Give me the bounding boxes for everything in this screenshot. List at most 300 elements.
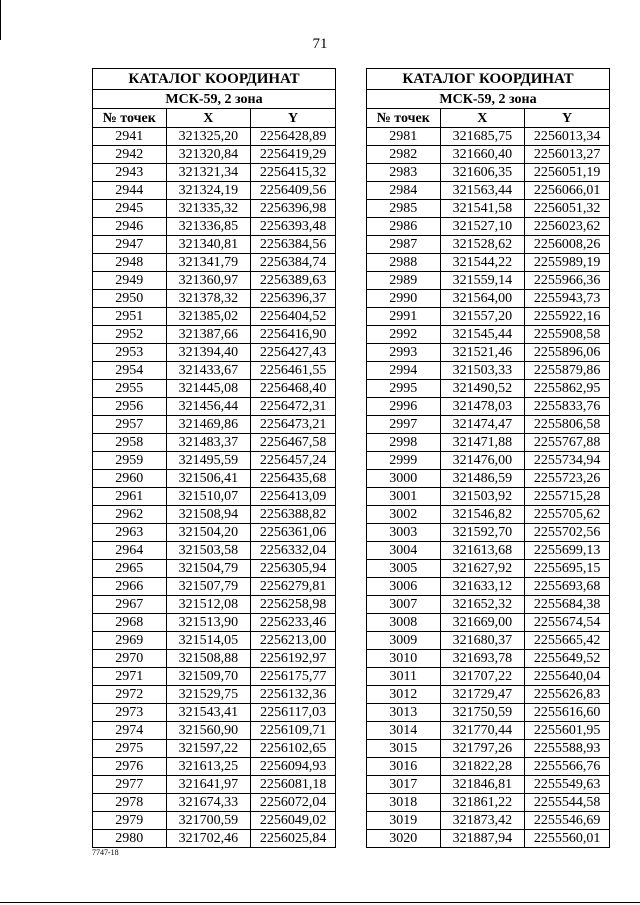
y-coordinate-cell: 2256388,82 xyxy=(251,506,336,524)
x-coordinate-cell: 321674,33 xyxy=(166,794,251,812)
table-row xyxy=(367,812,610,830)
point-number-cell: 2971 xyxy=(93,668,167,686)
table-row xyxy=(93,686,336,704)
y-coordinate-cell: 2256072,04 xyxy=(251,794,336,812)
table-row xyxy=(367,470,610,488)
y-coordinate-cell: 2255546,69 xyxy=(525,812,610,830)
y-coordinate-cell: 2255966,36 xyxy=(525,272,610,290)
x-coordinate-cell: 321822,28 xyxy=(440,758,525,776)
x-coordinate-cell: 321527,10 xyxy=(440,218,525,236)
y-coordinate-cell: 2256416,90 xyxy=(251,326,336,344)
y-coordinate-cell: 2255665,42 xyxy=(525,632,610,650)
point-number-cell: 3005 xyxy=(367,560,441,578)
y-coordinate-cell: 2255806,58 xyxy=(525,416,610,434)
x-coordinate-cell: 321509,70 xyxy=(166,668,251,686)
y-coordinate-cell: 2255695,15 xyxy=(525,560,610,578)
point-number-cell: 3014 xyxy=(367,722,441,740)
table-row xyxy=(93,290,336,308)
y-coordinate-cell: 2255943,73 xyxy=(525,290,610,308)
table-row xyxy=(367,362,610,380)
y-coordinate-cell: 2256132,36 xyxy=(251,686,336,704)
table-row xyxy=(367,704,610,722)
y-coordinate-cell: 2255896,06 xyxy=(525,344,610,362)
x-coordinate-cell: 321324,19 xyxy=(166,182,251,200)
point-number-cell: 3017 xyxy=(367,776,441,794)
y-coordinate-cell: 2255693,68 xyxy=(525,578,610,596)
point-number-cell: 2945 xyxy=(93,200,167,218)
y-coordinate-cell: 2256233,46 xyxy=(251,614,336,632)
point-number-cell: 2991 xyxy=(367,308,441,326)
x-coordinate-cell: 321394,40 xyxy=(166,344,251,362)
x-coordinate-cell: 321563,44 xyxy=(440,182,525,200)
x-coordinate-cell: 321592,70 xyxy=(440,524,525,542)
x-coordinate-cell: 321478,03 xyxy=(440,398,525,416)
y-coordinate-cell: 2256428,89 xyxy=(251,128,336,146)
point-number-cell: 2997 xyxy=(367,416,441,434)
y-coordinate-cell: 2256025,84 xyxy=(251,830,336,848)
table-row xyxy=(367,560,610,578)
table-row xyxy=(93,740,336,758)
x-coordinate-cell: 321456,44 xyxy=(166,398,251,416)
y-coordinate-cell: 2256396,37 xyxy=(251,290,336,308)
table-row xyxy=(367,146,610,164)
table-row xyxy=(93,830,336,848)
point-number-cell: 2986 xyxy=(367,218,441,236)
point-number-cell: 2944 xyxy=(93,182,167,200)
table-row xyxy=(367,596,610,614)
x-coordinate-cell: 321360,97 xyxy=(166,272,251,290)
y-coordinate-cell: 2255616,60 xyxy=(525,704,610,722)
y-coordinate-cell: 2256384,74 xyxy=(251,254,336,272)
point-number-cell: 2951 xyxy=(93,308,167,326)
y-coordinate-cell: 2256461,55 xyxy=(251,362,336,380)
x-coordinate-cell: 321504,20 xyxy=(166,524,251,542)
table-row xyxy=(93,578,336,596)
table-row xyxy=(93,272,336,290)
x-coordinate-cell: 321797,26 xyxy=(440,740,525,758)
table-row xyxy=(93,632,336,650)
point-number-cell: 2990 xyxy=(367,290,441,308)
point-number-cell: 2968 xyxy=(93,614,167,632)
point-number-cell: 3011 xyxy=(367,668,441,686)
table-row xyxy=(93,560,336,578)
x-coordinate-cell: 321474,47 xyxy=(440,416,525,434)
y-coordinate-cell: 2255549,63 xyxy=(525,776,610,794)
table-row xyxy=(93,146,336,164)
point-number-cell: 3010 xyxy=(367,650,441,668)
point-number-cell: 2957 xyxy=(93,416,167,434)
y-coordinate-cell: 2256396,98 xyxy=(251,200,336,218)
table-row xyxy=(93,398,336,416)
column-header-x: X xyxy=(440,109,525,128)
y-coordinate-cell: 2256051,19 xyxy=(525,164,610,182)
y-coordinate-cell: 2255601,95 xyxy=(525,722,610,740)
y-coordinate-cell: 2256468,40 xyxy=(251,380,336,398)
y-coordinate-cell: 2255879,86 xyxy=(525,362,610,380)
table-row xyxy=(93,380,336,398)
catalog-zone: МСК-59, 2 зона xyxy=(93,90,336,109)
point-number-cell: 3020 xyxy=(367,830,441,848)
table-row xyxy=(93,182,336,200)
point-number-cell: 2954 xyxy=(93,362,167,380)
x-coordinate-cell: 321503,92 xyxy=(440,488,525,506)
table-row xyxy=(367,614,610,632)
x-coordinate-cell: 321490,52 xyxy=(440,380,525,398)
y-coordinate-cell: 2255699,13 xyxy=(525,542,610,560)
table-row xyxy=(93,452,336,470)
table-row xyxy=(93,470,336,488)
table-row xyxy=(367,758,610,776)
point-number-cell: 3013 xyxy=(367,704,441,722)
table-row xyxy=(367,308,610,326)
x-coordinate-cell: 321652,32 xyxy=(440,596,525,614)
x-coordinate-cell: 321559,14 xyxy=(440,272,525,290)
x-coordinate-cell: 321846,81 xyxy=(440,776,525,794)
x-coordinate-cell: 321750,59 xyxy=(440,704,525,722)
y-coordinate-cell: 2256419,29 xyxy=(251,146,336,164)
y-coordinate-cell: 2256109,71 xyxy=(251,722,336,740)
point-number-cell: 3016 xyxy=(367,758,441,776)
point-number-cell: 2994 xyxy=(367,362,441,380)
table-row xyxy=(93,506,336,524)
y-coordinate-cell: 2256457,24 xyxy=(251,452,336,470)
y-coordinate-cell: 2255833,76 xyxy=(525,398,610,416)
x-coordinate-cell: 321387,66 xyxy=(166,326,251,344)
point-number-cell: 2995 xyxy=(367,380,441,398)
table-row xyxy=(367,218,610,236)
table-row xyxy=(367,542,610,560)
point-number-cell: 2958 xyxy=(93,434,167,452)
column-header-point-number: № точек xyxy=(367,109,441,128)
table-row xyxy=(367,200,610,218)
y-coordinate-cell: 2255684,38 xyxy=(525,596,610,614)
table-row xyxy=(367,182,610,200)
point-number-cell: 3001 xyxy=(367,488,441,506)
table-row xyxy=(93,326,336,344)
point-number-cell: 2961 xyxy=(93,488,167,506)
table-row xyxy=(367,254,610,272)
x-coordinate-cell: 321702,46 xyxy=(166,830,251,848)
table-row xyxy=(367,578,610,596)
table-row xyxy=(367,488,610,506)
x-coordinate-cell: 321510,07 xyxy=(166,488,251,506)
y-coordinate-cell: 2255715,28 xyxy=(525,488,610,506)
x-coordinate-cell: 321335,32 xyxy=(166,200,251,218)
table-row xyxy=(367,830,610,848)
table-row xyxy=(367,272,610,290)
column-header-y: Y xyxy=(525,109,610,128)
point-number-cell: 3003 xyxy=(367,524,441,542)
table-row xyxy=(367,452,610,470)
point-number-cell: 2942 xyxy=(93,146,167,164)
table-row xyxy=(93,416,336,434)
y-coordinate-cell: 2255989,19 xyxy=(525,254,610,272)
point-number-cell: 2967 xyxy=(93,596,167,614)
x-coordinate-cell: 321613,25 xyxy=(166,758,251,776)
x-coordinate-cell: 321320,84 xyxy=(166,146,251,164)
table-row xyxy=(367,776,610,794)
x-coordinate-cell: 321700,59 xyxy=(166,812,251,830)
y-coordinate-cell: 2256051,32 xyxy=(525,200,610,218)
point-number-cell: 2941 xyxy=(93,128,167,146)
page-number: 71 xyxy=(312,36,328,52)
x-coordinate-cell: 321341,79 xyxy=(166,254,251,272)
x-coordinate-cell: 321483,37 xyxy=(166,434,251,452)
x-coordinate-cell: 321469,86 xyxy=(166,416,251,434)
point-number-cell: 2998 xyxy=(367,434,441,452)
page-edge-mark xyxy=(0,0,1,40)
table-row xyxy=(93,434,336,452)
table-row xyxy=(367,668,610,686)
x-coordinate-cell: 321564,00 xyxy=(440,290,525,308)
point-number-cell: 2999 xyxy=(367,452,441,470)
y-coordinate-cell: 2256389,63 xyxy=(251,272,336,290)
point-number-cell: 2963 xyxy=(93,524,167,542)
table-row xyxy=(367,128,610,146)
y-coordinate-cell: 2256013,27 xyxy=(525,146,610,164)
table-row xyxy=(367,740,610,758)
catalog-title: КАТАЛОГ КООРДИНАТ xyxy=(93,69,336,90)
point-number-cell: 2972 xyxy=(93,686,167,704)
x-coordinate-cell: 321544,22 xyxy=(440,254,525,272)
y-coordinate-cell: 2256175,77 xyxy=(251,668,336,686)
table-row xyxy=(93,794,336,812)
point-number-cell: 2977 xyxy=(93,776,167,794)
y-coordinate-cell: 2256473,21 xyxy=(251,416,336,434)
x-coordinate-cell: 321340,81 xyxy=(166,236,251,254)
table-row xyxy=(93,254,336,272)
y-coordinate-cell: 2256049,02 xyxy=(251,812,336,830)
y-coordinate-cell: 2256384,56 xyxy=(251,236,336,254)
x-coordinate-cell: 321508,94 xyxy=(166,506,251,524)
point-number-cell: 2953 xyxy=(93,344,167,362)
table-row xyxy=(93,344,336,362)
column-header-x: X xyxy=(166,109,251,128)
column-header-point-number: № точек xyxy=(93,109,167,128)
point-number-cell: 2948 xyxy=(93,254,167,272)
y-coordinate-cell: 2256066,01 xyxy=(525,182,610,200)
point-number-cell: 2960 xyxy=(93,470,167,488)
point-number-cell: 2970 xyxy=(93,650,167,668)
point-number-cell: 3009 xyxy=(367,632,441,650)
x-coordinate-cell: 321476,00 xyxy=(440,452,525,470)
column-header-y: Y xyxy=(251,109,336,128)
y-coordinate-cell: 2255566,76 xyxy=(525,758,610,776)
point-number-cell: 2946 xyxy=(93,218,167,236)
point-number-cell: 2973 xyxy=(93,704,167,722)
y-coordinate-cell: 2255922,16 xyxy=(525,308,610,326)
point-number-cell: 2984 xyxy=(367,182,441,200)
table-row xyxy=(367,524,610,542)
point-number-cell: 2979 xyxy=(93,812,167,830)
table-row xyxy=(93,218,336,236)
point-number-cell: 2982 xyxy=(367,146,441,164)
table-row xyxy=(367,236,610,254)
x-coordinate-cell: 321385,02 xyxy=(166,308,251,326)
y-coordinate-cell: 2256427,43 xyxy=(251,344,336,362)
x-coordinate-cell: 321445,08 xyxy=(166,380,251,398)
point-number-cell: 2980 xyxy=(93,830,167,848)
x-coordinate-cell: 321508,88 xyxy=(166,650,251,668)
y-coordinate-cell: 2256393,48 xyxy=(251,218,336,236)
y-coordinate-cell: 2256332,04 xyxy=(251,542,336,560)
catalog-title: КАТАЛОГ КООРДИНАТ xyxy=(367,69,610,90)
x-coordinate-cell: 321495,59 xyxy=(166,452,251,470)
x-coordinate-cell: 321543,41 xyxy=(166,704,251,722)
table-row xyxy=(93,488,336,506)
point-number-cell: 3002 xyxy=(367,506,441,524)
x-coordinate-cell: 321707,22 xyxy=(440,668,525,686)
point-number-cell: 3004 xyxy=(367,542,441,560)
point-number-cell: 2985 xyxy=(367,200,441,218)
y-coordinate-cell: 2255702,56 xyxy=(525,524,610,542)
x-coordinate-cell: 321693,78 xyxy=(440,650,525,668)
x-coordinate-cell: 321521,46 xyxy=(440,344,525,362)
y-coordinate-cell: 2256361,06 xyxy=(251,524,336,542)
point-number-cell: 2969 xyxy=(93,632,167,650)
table-row xyxy=(367,794,610,812)
table-row xyxy=(367,164,610,182)
table-row xyxy=(93,236,336,254)
x-coordinate-cell: 321529,75 xyxy=(166,686,251,704)
point-number-cell: 2978 xyxy=(93,794,167,812)
x-coordinate-cell: 321729,47 xyxy=(440,686,525,704)
x-coordinate-cell: 321336,85 xyxy=(166,218,251,236)
x-coordinate-cell: 321471,88 xyxy=(440,434,525,452)
table-row xyxy=(367,434,610,452)
y-coordinate-cell: 2256023,62 xyxy=(525,218,610,236)
x-coordinate-cell: 321321,34 xyxy=(166,164,251,182)
point-number-cell: 2974 xyxy=(93,722,167,740)
y-coordinate-cell: 2255674,54 xyxy=(525,614,610,632)
point-number-cell: 2947 xyxy=(93,236,167,254)
table-row xyxy=(93,596,336,614)
y-coordinate-cell: 2255560,01 xyxy=(525,830,610,848)
table-row xyxy=(93,668,336,686)
y-coordinate-cell: 2256192,97 xyxy=(251,650,336,668)
y-coordinate-cell: 2256008,26 xyxy=(525,236,610,254)
y-coordinate-cell: 2256102,65 xyxy=(251,740,336,758)
table-row xyxy=(93,200,336,218)
y-coordinate-cell: 2255588,93 xyxy=(525,740,610,758)
table-row xyxy=(93,776,336,794)
x-coordinate-cell: 321627,92 xyxy=(440,560,525,578)
x-coordinate-cell: 321486,59 xyxy=(440,470,525,488)
x-coordinate-cell: 321597,22 xyxy=(166,740,251,758)
point-number-cell: 3006 xyxy=(367,578,441,596)
y-coordinate-cell: 2256258,98 xyxy=(251,596,336,614)
point-number-cell: 2992 xyxy=(367,326,441,344)
y-coordinate-cell: 2255640,04 xyxy=(525,668,610,686)
point-number-cell: 2964 xyxy=(93,542,167,560)
x-coordinate-cell: 321504,79 xyxy=(166,560,251,578)
point-number-cell: 2955 xyxy=(93,380,167,398)
x-coordinate-cell: 321641,97 xyxy=(166,776,251,794)
x-coordinate-cell: 321557,20 xyxy=(440,308,525,326)
y-coordinate-cell: 2256409,56 xyxy=(251,182,336,200)
catalog-body xyxy=(93,128,336,848)
table-row xyxy=(93,524,336,542)
point-number-cell: 3018 xyxy=(367,794,441,812)
point-number-cell: 3012 xyxy=(367,686,441,704)
point-number-cell: 2966 xyxy=(93,578,167,596)
table-row xyxy=(367,506,610,524)
y-coordinate-cell: 2256279,81 xyxy=(251,578,336,596)
x-coordinate-cell: 321887,94 xyxy=(440,830,525,848)
page-bottom-rule xyxy=(0,902,640,903)
point-number-cell: 2988 xyxy=(367,254,441,272)
x-coordinate-cell: 321513,90 xyxy=(166,614,251,632)
y-coordinate-cell: 2255908,58 xyxy=(525,326,610,344)
point-number-cell: 2975 xyxy=(93,740,167,758)
table-row xyxy=(367,632,610,650)
coordinate-catalog-right xyxy=(366,68,610,848)
y-coordinate-cell: 2256213,00 xyxy=(251,632,336,650)
x-coordinate-cell: 321503,58 xyxy=(166,542,251,560)
x-coordinate-cell: 321560,90 xyxy=(166,722,251,740)
point-number-cell: 2959 xyxy=(93,452,167,470)
coordinate-catalog-left xyxy=(92,68,336,848)
point-number-cell: 2952 xyxy=(93,326,167,344)
y-coordinate-cell: 2256435,68 xyxy=(251,470,336,488)
point-number-cell: 3015 xyxy=(367,740,441,758)
table-row xyxy=(93,308,336,326)
x-coordinate-cell: 321669,00 xyxy=(440,614,525,632)
table-row xyxy=(367,326,610,344)
table-row xyxy=(93,758,336,776)
point-number-cell: 2965 xyxy=(93,560,167,578)
y-coordinate-cell: 2255862,95 xyxy=(525,380,610,398)
point-number-cell: 2993 xyxy=(367,344,441,362)
table-row xyxy=(367,398,610,416)
y-coordinate-cell: 2255544,58 xyxy=(525,794,610,812)
table-row xyxy=(93,164,336,182)
x-coordinate-cell: 321770,44 xyxy=(440,722,525,740)
table-row xyxy=(367,290,610,308)
point-number-cell: 3008 xyxy=(367,614,441,632)
x-coordinate-cell: 321685,75 xyxy=(440,128,525,146)
catalog-zone: МСК-59, 2 зона xyxy=(367,90,610,109)
y-coordinate-cell: 2255626,83 xyxy=(525,686,610,704)
table-row xyxy=(367,344,610,362)
point-number-cell: 2950 xyxy=(93,290,167,308)
y-coordinate-cell: 2255723,26 xyxy=(525,470,610,488)
point-number-cell: 3007 xyxy=(367,596,441,614)
table-row xyxy=(367,722,610,740)
x-coordinate-cell: 321633,12 xyxy=(440,578,525,596)
x-coordinate-cell: 321503,33 xyxy=(440,362,525,380)
point-number-cell: 2962 xyxy=(93,506,167,524)
y-coordinate-cell: 2256081,18 xyxy=(251,776,336,794)
x-coordinate-cell: 321541,58 xyxy=(440,200,525,218)
point-number-cell: 2976 xyxy=(93,758,167,776)
y-coordinate-cell: 2256305,94 xyxy=(251,560,336,578)
y-coordinate-cell: 2256404,52 xyxy=(251,308,336,326)
y-coordinate-cell: 2256094,93 xyxy=(251,758,336,776)
x-coordinate-cell: 321325,20 xyxy=(166,128,251,146)
y-coordinate-cell: 2256413,09 xyxy=(251,488,336,506)
point-number-cell: 2956 xyxy=(93,398,167,416)
table-row xyxy=(367,416,610,434)
table-row xyxy=(93,542,336,560)
x-coordinate-cell: 321546,82 xyxy=(440,506,525,524)
y-coordinate-cell: 2255734,94 xyxy=(525,452,610,470)
x-coordinate-cell: 321512,08 xyxy=(166,596,251,614)
point-number-cell: 2949 xyxy=(93,272,167,290)
x-coordinate-cell: 321861,22 xyxy=(440,794,525,812)
point-number-cell: 2943 xyxy=(93,164,167,182)
y-coordinate-cell: 2255649,52 xyxy=(525,650,610,668)
